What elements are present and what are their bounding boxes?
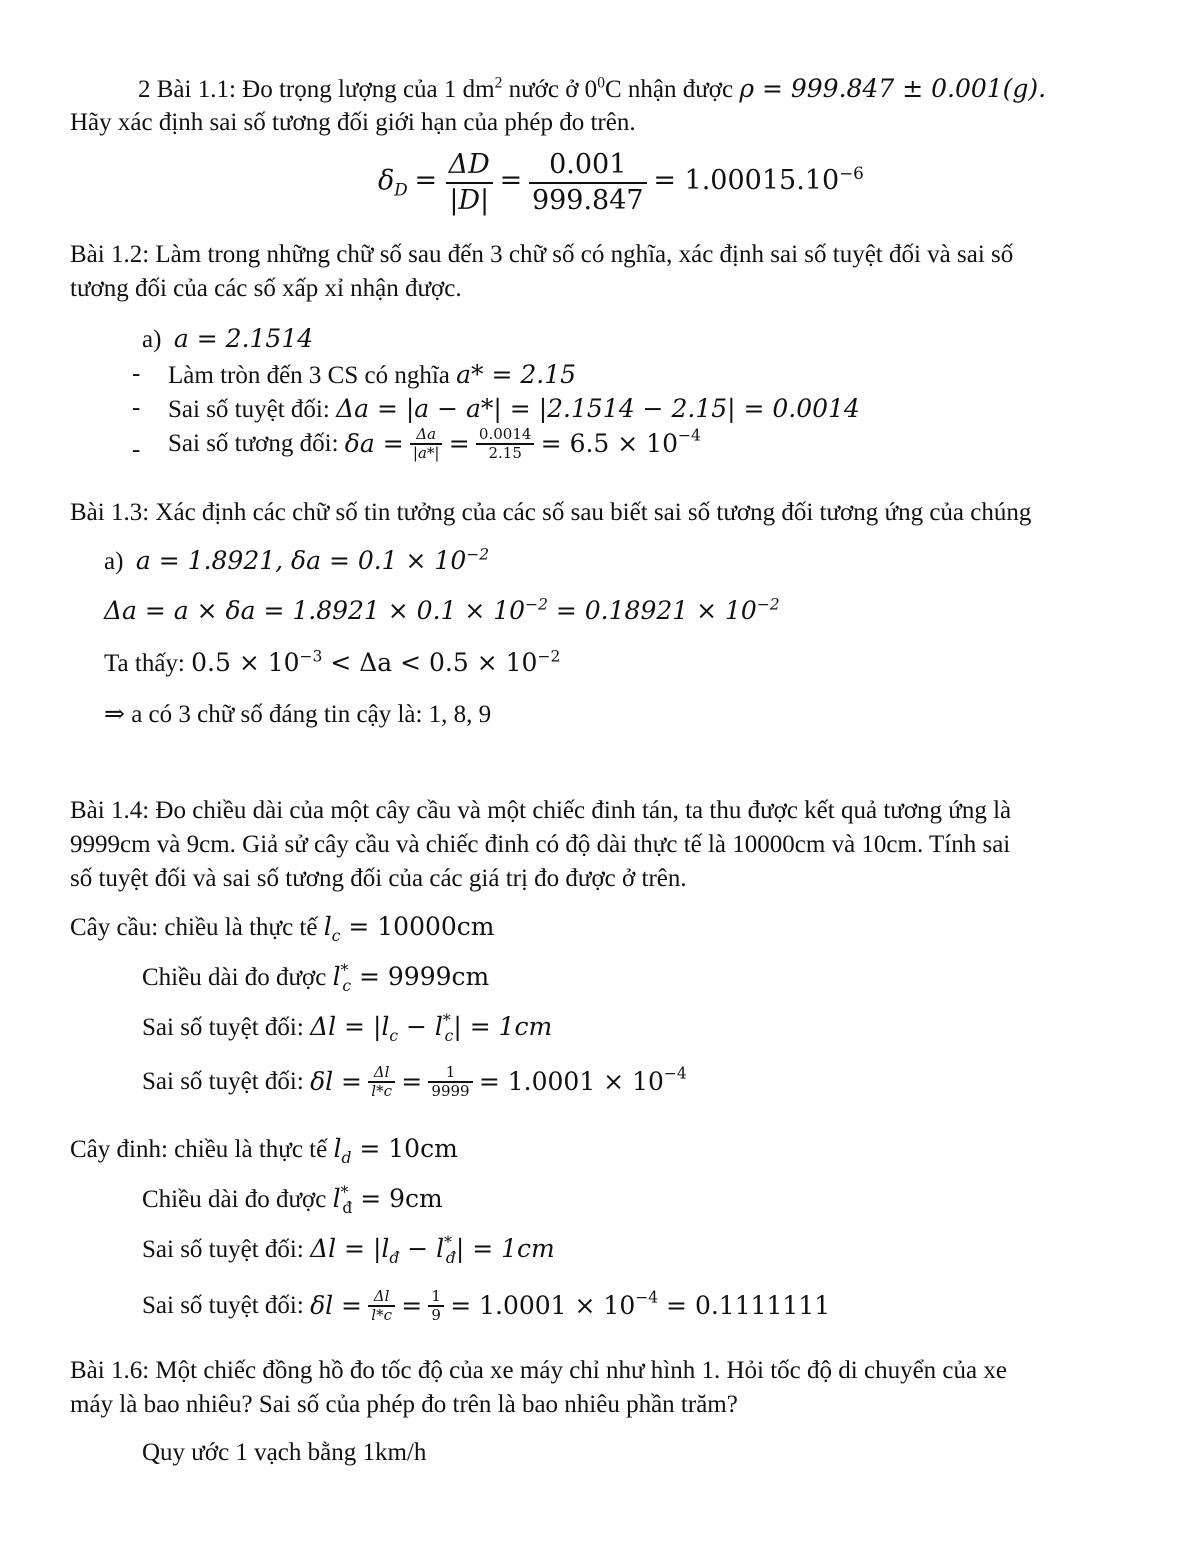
nail-actual-length: Cây đinh: chiều là thực tế $l_d = 10cm$ [70,1134,458,1167]
exercise-1-6-prompt: Bài 1.6: Một chiếc đồng hồ đo tốc độ của xe máy chỉ như hình 1. Hỏi tốc độ di chuyển của xe [70,1357,1007,1384]
item-a-1-2: a) a = 2.1514 [142,324,314,353]
nail-measured-length: Chiều dài đo được $l^*_đ = 9cm$ [142,1183,443,1217]
bullet-dash: - [132,436,141,463]
convention-note: Quy ước 1 vạch bằng 1km/h [142,1439,427,1466]
delta-a-computation: $\Delta a = a \times \delta a = 1.8921 \times 0.1 \times 10^{-2} = 0.18921 \times 10^{-2}$ [104,595,780,625]
exercise-1-2-prompt-cont: tương đối của các số xấp xỉ nhận được. [70,275,462,302]
relative-error-step: Sai số tương đối: δa = $\frac{\Delta a}{|a*|}$ = $\frac{0.0014}{2.15}$ = $6.5 \times 10^{-4}$ [168,425,701,462]
bridge-actual-length: Cây cầu: chiều là thực tế $l_c = 10000cm$ [70,912,495,945]
item-a-1-3: a) a = 1.8921, $\delta a = 0.1 \times 10^{-2}$ [104,545,490,575]
rounding-step: Làm tròn đến 3 CS có nghĩa a* = 2.15 [168,360,577,389]
exercise-1-4-prompt: Bài 1.4: Đo chiều dài của một cây cầu và một chiếc đinh tán, ta thu được kết quả tương ứng là [70,797,1012,824]
nail-relative-error: Sai số tuyệt đối: δl = $\frac{\Delta l}{l*c}$ = $\frac{1}{9}$ = $1.0001 \times 10^{-4} = 0.1111111$ [142,1287,831,1324]
bridge-relative-error: Sai số tuyệt đối: δl = $\frac{\Delta l}{l*c}$ = $\frac{1}{9999}$ = $1.0001 \times 10^{-4}$ [142,1063,687,1100]
exercise-1-1-question: Hãy xác định sai số tương đối giới hạn của phép đo trên. [70,109,636,136]
conclusion-line: ⇒ a có 3 chữ số đáng tin cậy là: 1, 8, 9 [104,701,492,728]
exercise-1-6-prompt-cont: máy là bao nhiêu? Sai số của phép đo trên là bao nhiêu phần trăm? [70,1391,738,1418]
bridge-absolute-error: Sai số tuyệt đối: $\Delta l = |l_c - l^*_c| = 1cm$ [142,1011,553,1045]
exercise-1-2-prompt: Bài 1.2: Làm trong những chữ số sau đến 3 chữ số có nghĩa, xác định sai số tuyệt đối và sai số [70,241,1014,268]
bullet-dash: - [132,394,141,421]
inequality-line: Ta thấy: $0.5 \times 10^{-3} < \Delta a < 0.5 \times 10^{-2}$ [104,647,561,677]
exercise-1-3-prompt: Bài 1.3: Xác định các chữ số tin tưởng của các số sau biết sai số tương đối tương ứng của chúng [70,499,1032,526]
bullet-dash: - [132,360,141,387]
exercise-1-4-prompt-end: số tuyệt đối và sai số tương đối của các giá trị đo được ở trên. [70,865,687,892]
nail-absolute-error: Sai số tuyệt đối: $\Delta l = |l_đ - l^*_đ| = 1cm$ [142,1233,555,1267]
exercise-1-1-prompt: 2 Bài 1.1: Đo trọng lượng của 1 $dm^2$ nước ở $0^0C$ nhận được ρ = 999.847 ± 0.001(g). [138,74,1047,103]
formula-relative-error-1-1: $\delta_D$ = $\frac{\Delta D}{|D|}$ = $\frac{0.001}{999.847}$ = $1.00015.10^{-6}$ [378,149,864,216]
bridge-measured-length: Chiều dài đo được $l^*_c = 9999cm$ [142,961,490,995]
exercise-1-4-prompt-cont: 9999cm và 9cm. Giả sử cây cầu và chiếc đinh có độ dài thực tế là 10000cm và 10cm. Tính sai [70,831,1011,858]
absolute-error-step: Sai số tuyệt đối: Δa = |a − a*| = |2.1514 − 2.15| = 0.0014 [168,394,860,423]
